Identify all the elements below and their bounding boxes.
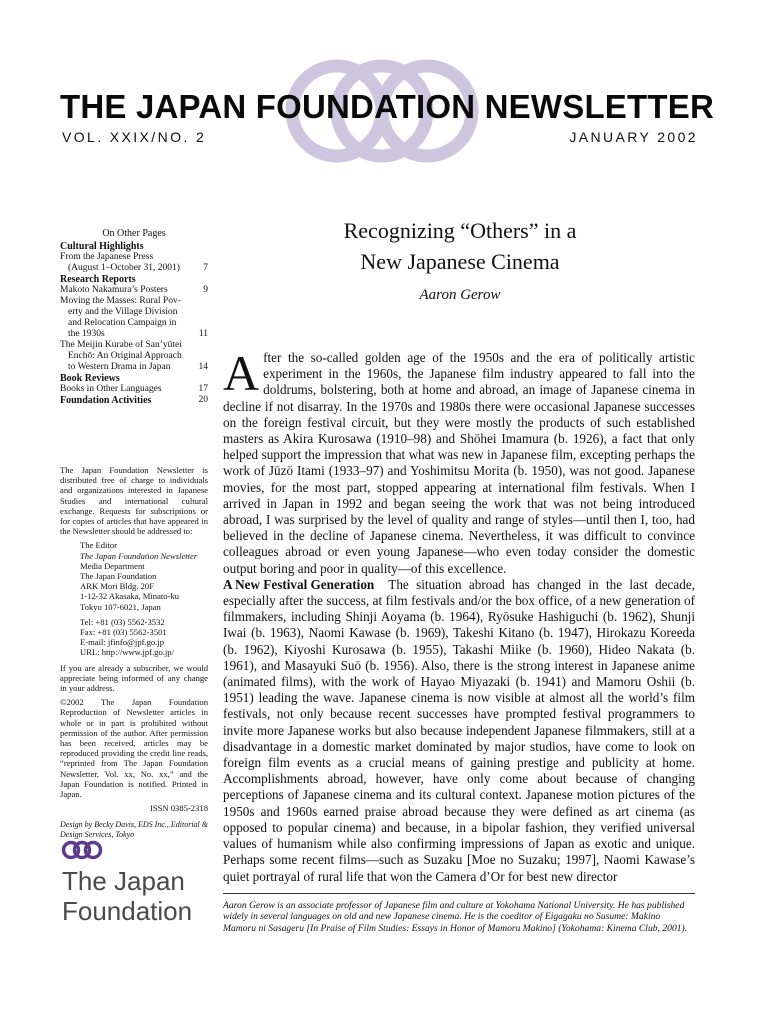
toc-entry[interactable]: [60, 285, 208, 296]
address-line: ARK Mori Bldg. 20F: [80, 581, 155, 592]
toc-entry-line: The Meijin Kurabe of San’yūtei: [60, 340, 182, 350]
toc-entry-line: to Western Drama in Japan: [68, 362, 171, 372]
article-title-line: New Japanese Cinema: [360, 249, 560, 274]
section-heading: A New Festival Generation: [223, 576, 375, 592]
paragraph-text: The situation abroad has changed in the last decade, especially after the success, at film festivals and/or the box office, of a new generation of filmmakers, including Shinji Aoyama (b. 1964), Ryōsuke Hashiguchi (b. 1962), Shunji Iwai (b. 1963), Naomi Kawase (b. 1969), Takeshi Kitano (b. 1947), Hirokazu Koreeda (b. 1962), Kiyoshi Kurosawa (b. 1955), Takashi Miike (b. 1960), Hideo Nakata (b. 1961), and Masayuki Suō (b. 1956). Also, there is the strong interest in Japanese anime (animated films), with the work of Hayao Miyazaki (b. 1941) and Mamoru Oshii (b. 1951) leading the wave. Japanese cinema is now visible at almost all the world’s film festivals, not only because recent successes have prompted festival programmers to invite more Japanese works but also because independent Japanese filmmakers, still at a disadvantage in a domestic market dominated by major studios, have come to look on foreign film events as a crucial means of gaining prestige and publicity at home. Accomplishments abroad, however, have only come about because of changing perceptions of Japanese cinema and its cultural context. Japanese motion pictures of the 1950s and 1960s earned praise abroad because they were defined as art cinema (as opposed to popular cinema) and because, in a bipolar fashion, they verified universal values of humanism while also confirming impressions of Japan as exotic and unique. Perhaps some recent films—such as Suzaku [Moe no Suzaku; 1997], Naomi Kawase’s quiet portrayal of rural life that won the Camera d’Or for best new director: [223, 576, 695, 884]
toc-entry-line: From the Japanese Press: [60, 252, 154, 262]
article-title-line: Recognizing “Others” in a: [343, 218, 577, 243]
toc-entry[interactable]: [60, 340, 208, 373]
toc-entry-line: erty and the Village Division: [68, 307, 178, 317]
issn-number: ISSN 0385-2318: [149, 803, 208, 814]
address-line: Media Department: [80, 560, 145, 571]
toc-section-head: Foundation Activities: [60, 395, 152, 406]
address-line: The Editor: [80, 540, 117, 551]
address-line: Tokyo 107-6021, Japan: [80, 601, 161, 612]
mailing-address: [60, 540, 208, 611]
toc-entry-line: Enchō: An Original Approach: [68, 351, 182, 361]
toc-entry[interactable]: [60, 384, 208, 395]
article-body: [223, 345, 695, 885]
toc-page-number: 17: [198, 384, 208, 394]
newsletter-masthead-title: THE JAPAN FOUNDATION NEWSLETTER: [60, 88, 714, 125]
address-line: 1-12-32 Akasaka, Minato-ku: [80, 591, 180, 602]
japan-foundation-logo-icon: [60, 840, 104, 860]
toc-page-number: 9: [203, 285, 208, 295]
toc-entry-line: (August 1–October 31, 2001): [68, 263, 180, 273]
phone-number: Tel: +81 (03) 5562-3532: [80, 616, 165, 627]
article-paragraph: [223, 345, 695, 577]
toc-page-number: 11: [198, 329, 208, 339]
address-line: The Japan Foundation: [80, 571, 157, 582]
fax-number: Fax: +81 (03) 5562-3501: [80, 627, 167, 638]
issue-date: JANUARY 2002: [569, 129, 698, 145]
toc-entry-line: Makoto Nakamura’s Posters: [60, 285, 168, 295]
author-footnote: Aaron Gerow is an associate professor of Japanese film and culture at Yokohama National University. He has published widely in several languages on old and new Japanese cinema. He is the coeditor of Eigagaku no Susume: Makino Mamoru ni Sasageru [In Praise of Film Studies: Essays in Honor of Mamoru Makino] (Yokohama: Kinema Club, 2001).: [223, 893, 695, 934]
toc-section-head: Research Reports: [60, 274, 136, 285]
address-line: The Japan Foundation Newsletter: [80, 550, 198, 561]
design-credit: Design by Becky Davis, EDS Inc., Editorial & Design Services, Tokyo: [60, 819, 208, 839]
distribution-info: [60, 465, 208, 840]
issn-row: [60, 803, 208, 813]
toc-title: On Other Pages: [102, 228, 166, 239]
toc-entry-line: Books in Other Languages: [60, 384, 162, 394]
paragraph-text: fter the so-called golden age of the 1950s and the era of politically artistic experiment in the 1960s, the Japanese film industry appeared to fall into the doldrums, bolstering, both at home and abroad, an image of Japanese cinema in decline if not disarray. In the 1970s and 1980s there were occasional Japanese successes on the foreign festival circuit, but they were mostly the products of such established masters as Akira Kurosawa (1910–98) and Shōhei Imamura (b. 1926), a fact that only helped support the impression that what was new in Japanese film, excepting perhaps the work of Jūzō Itami (1933–97) and Yoshimitsu Morita (b. 1950), was not good. Japanese movies, for the most part, stopped appearing at international film festivals. When I arrived in Japan in 1992 and began seeing the work that was not being introduced abroad, I was surprised by the level of quality and range of styles—until then I, too, had believed in the decline of Japanese cinema. Nevertheless, it was difficult to convince colleagues abroad or even young Japanese—who even today consider the domestic output boring and poor in quality—of this excellence.: [223, 350, 695, 576]
toc-page-number: 20: [198, 395, 208, 405]
toc-entry-line: the 1930s: [68, 329, 105, 339]
volume-number: VOL. XXIX/NO. 2: [62, 129, 207, 145]
toc-entry[interactable]: [60, 252, 208, 274]
copyright-notice: ©2002 The Japan Foundation Reproduction of Newsletter articles in whole or in part is prohibited without permission of the author. After permission has been received, articles may be reproduced providing the credit line reads, “reprinted from The Japan Foundation Newsletter, Vol. xx, No. xx,” and the Japan Foundation is notified. Printed in Japan.: [60, 697, 208, 800]
website-link[interactable]: URL: http://www.jpf.go.jp/: [80, 647, 174, 658]
drop-cap: A: [223, 345, 260, 401]
toc-entry-line: Moving the Masses: Rural Pov-: [60, 296, 181, 306]
article-title: [260, 215, 660, 277]
wordmark-line: Foundation: [62, 896, 193, 926]
subscriber-note: If you are already a subscriber, we would appreciate being informed of any change in your address.: [60, 662, 208, 694]
article-paragraph: [223, 577, 695, 885]
japan-foundation-wordmark: [62, 866, 192, 926]
toc-section-head: Cultural Highlights: [60, 241, 144, 252]
toc-page-number: 7: [203, 263, 208, 273]
table-of-contents: [60, 228, 208, 406]
toc-entry[interactable]: [60, 296, 208, 340]
toc-section-head: Book Reviews: [60, 373, 120, 384]
contact-info: [60, 617, 208, 658]
toc-page-number: 14: [198, 362, 208, 372]
email-link[interactable]: E-mail: jfinfo@jpf.go.jp: [80, 637, 165, 648]
article-author: Aaron Gerow: [419, 287, 501, 303]
wordmark-line: The Japan: [62, 866, 185, 896]
toc-entry-line: and Relocation Campaign in: [68, 318, 177, 328]
distribution-paragraph: The Japan Foundation Newsletter is distributed free of charge to individuals and organizations interested in Japanese Studies and international cultural exchange. Requests for subscriptions or for copies of articles that have appeared in the Newsletter should be addressed to:: [60, 465, 208, 537]
toc-entry[interactable]: [60, 395, 208, 406]
